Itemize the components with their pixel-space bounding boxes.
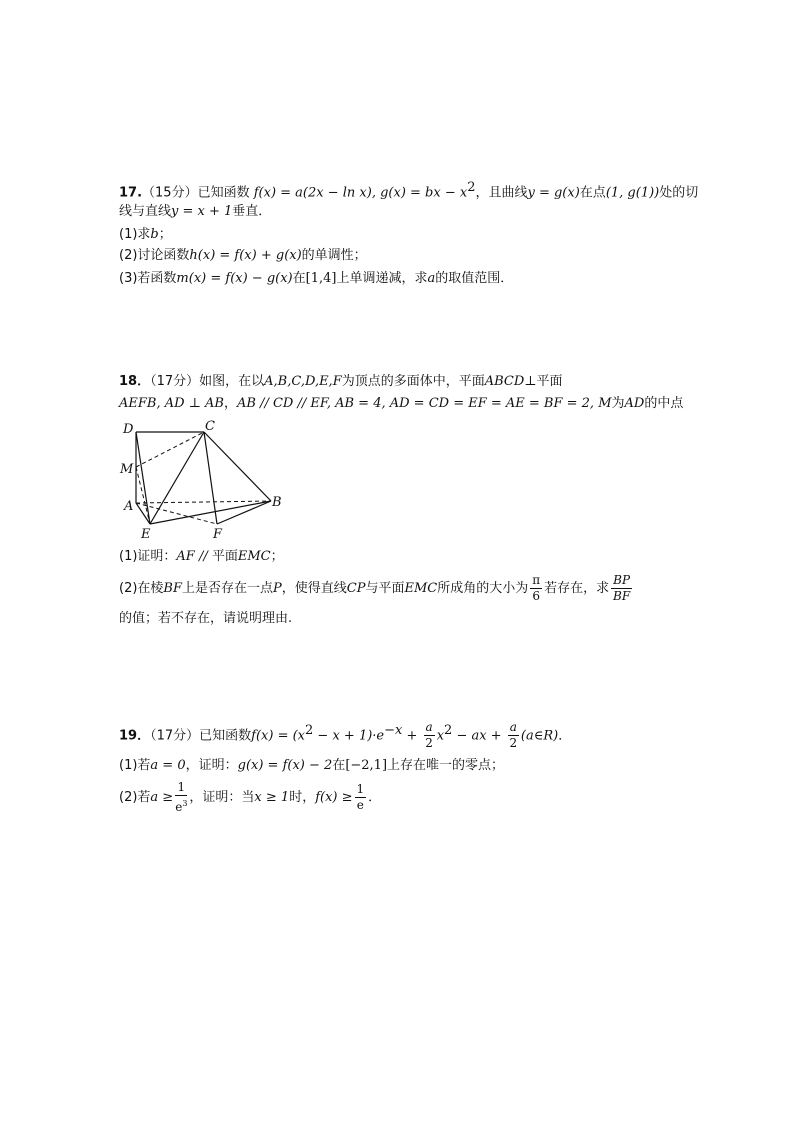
q19-p2-den: e (175, 800, 183, 814)
label-F: F (213, 527, 223, 542)
edge-FB (217, 501, 271, 524)
q19-p2-end: ． (368, 790, 382, 805)
label-A: A (124, 499, 134, 514)
q18-vertices: A,B,C,D,E,F (264, 374, 342, 389)
edge-CE (150, 432, 204, 524)
q19-f-ax: − ax + (452, 728, 506, 744)
q19-inv-e (355, 782, 367, 813)
q19-p1-interval: [−2,1] (345, 758, 388, 773)
q17-p3-var: a (427, 271, 436, 286)
q19-f-exp: −x (384, 723, 403, 738)
edge-AB-dashed (136, 501, 271, 503)
q18-stem-line2 (119, 395, 683, 413)
q17-line2-a: 线与直线 (119, 204, 172, 219)
q19-f-plus: + (402, 728, 422, 744)
q18-p2-b: ，使得直线 (281, 581, 347, 596)
q17-p3-mid2: 上单调递减，求 (336, 271, 428, 286)
q19-f-domain: (a∈R) (520, 728, 559, 744)
q17-p3-end: 的取值范围． (435, 271, 514, 286)
q17-p2-end: 的单调性； (301, 248, 367, 263)
q18-p1-mid: 平面 (211, 549, 238, 564)
q17-number: 17. (119, 185, 143, 201)
ratio-denominator: BF (613, 589, 631, 603)
q19-p2-den-exp: 3 (182, 799, 188, 808)
q17-p3-fn: m(x) = f(x) − g(x) (176, 271, 293, 286)
q19-a-num: a (425, 720, 433, 735)
q18-p2-d: 所成角的大小为 (437, 581, 529, 596)
q18-stem-line1 (119, 373, 563, 391)
label-E: E (141, 527, 151, 542)
q17-stem-tail: 处的切 (659, 185, 699, 201)
q18-stem-b: 为顶点的多面体中，平面 (341, 374, 485, 389)
q19-a-num2: a (509, 720, 517, 735)
edge-EB (150, 501, 271, 524)
q19-part1 (119, 757, 504, 775)
q17-p1-end: ； (158, 227, 172, 242)
edge-DE (136, 432, 150, 524)
q17-p3-interval: [1,4] (305, 271, 337, 286)
label-M: M (120, 462, 134, 477)
q19-stem (119, 713, 571, 754)
q19-inv-e3 (175, 780, 187, 815)
q18-line2-sep: ， (223, 396, 237, 411)
q17-point: (1, g(1)) (605, 185, 660, 201)
q18-plane1: ABCD (484, 374, 525, 389)
q18-p1-plane: EMC (237, 549, 271, 564)
angle-fraction (530, 573, 542, 604)
q19-score: （17分） (150, 728, 200, 744)
q19-p2-mid: ，证明：当 (189, 790, 255, 805)
q18-p1-math: AF // (176, 549, 212, 564)
q18-p2-label: (2)在棱 (119, 581, 164, 596)
q19-p2-label: (2)若 (119, 790, 151, 805)
q17-function-defs: f(x) = a(2x − ln x), g(x) = bx − x (253, 185, 468, 201)
q18-line2-math: AEFB, AD ⊥ AB (119, 396, 224, 411)
q18-p2-a: 上是否存在一点 (182, 581, 274, 596)
q17-line-eq: y = x + 1 (171, 204, 233, 219)
q19-p1-a: ，证明： (185, 758, 238, 773)
q19-p2-cond: x ≥ 1 (254, 790, 290, 805)
q17-stem-mid: ，且曲线 (475, 185, 528, 201)
q18-p2-c: 与平面 (365, 581, 405, 596)
q17-part3 (119, 270, 513, 288)
q17-line2-b: 垂直． (232, 204, 272, 219)
q17-p1-var: b (150, 227, 159, 242)
q17-part2 (119, 247, 367, 265)
edge-CF (204, 432, 217, 524)
q19-f-lhs: f(x) = (x (251, 728, 306, 744)
q19-p2-den2: e (356, 798, 364, 812)
q18-p2-line2: 的值；若不存在，请说明理由. (119, 611, 293, 626)
q18-line2-math2: AB // CD // EF, AB = 4, AD = CD = EF = AE = BF = 2, M (236, 396, 612, 411)
q18-p2-e: 若存在，求 (544, 581, 610, 596)
q19-p1-cond: a = 0 (150, 758, 186, 773)
q19-stem-a: 已知函数 (199, 728, 252, 744)
q18-p2-p: P (273, 581, 282, 596)
q18-line2-ad: AD (624, 396, 645, 411)
q19-part2 (119, 780, 381, 816)
q17-p3-label: (3)若函数 (119, 271, 177, 286)
q18-p1-end: ； (270, 549, 284, 564)
q19-p1-label: (1)若 (119, 758, 151, 773)
q18-line2-mid: 为 (611, 396, 625, 411)
q19-p2-fx: f(x) ≥ (315, 790, 353, 805)
q18-number: 18． (119, 374, 151, 389)
q18-p2-bf: BF (163, 581, 182, 596)
q18-perp: ⊥ (524, 374, 537, 389)
angle-numerator: π (532, 573, 541, 587)
q18-stem-a: 如图，在以 (199, 374, 265, 389)
q17-p3-mid: 在 (292, 271, 306, 286)
q19-a-den: 2 (425, 736, 433, 751)
q17-p1-label: (1)求 (119, 227, 151, 242)
q19-p2-num2: 1 (356, 782, 365, 796)
q18-part2 (119, 571, 634, 607)
q17-stem-prefix: 已知函数 (197, 185, 250, 201)
q19-stem-end: ． (558, 728, 572, 744)
q19-f-sq: 2 (305, 723, 314, 738)
q17-sq: 2 (467, 180, 476, 195)
ratio-numerator: BP (613, 573, 631, 587)
q19-p2-a: a ≥ (150, 790, 174, 805)
q19-p1-g: g(x) = f(x) − 2 (237, 758, 333, 773)
q17-score: （15分） (142, 185, 198, 201)
q19-p1-b: 在 (332, 758, 346, 773)
q18-p2-emc: EMC (404, 581, 438, 596)
q17-stem-line2 (119, 203, 271, 221)
label-C: C (205, 419, 215, 434)
q17-stem-at: 在点 (579, 185, 606, 201)
q17-curve: y = g(x) (527, 185, 580, 201)
q17-p2-fn: h(x) = f(x) + g(x) (189, 248, 302, 263)
q17-part1 (119, 226, 172, 244)
polyhedron-figure (116, 416, 296, 542)
angle-denominator: 6 (532, 589, 541, 603)
q19-f-sq2: 2 (444, 723, 453, 738)
q17-p2-label: (2)讨论函数 (119, 248, 190, 263)
q19-a-half-2 (508, 720, 519, 751)
q18-score: （17分） (150, 374, 200, 389)
q19-p2-when: 时， (289, 790, 316, 805)
q18-p2-cp: CP (346, 581, 366, 596)
q19-number: 19． (119, 728, 151, 744)
q17-stem-line1 (119, 179, 698, 202)
q18-part1 (119, 548, 284, 566)
q19-p2-num: 1 (175, 780, 187, 796)
label-D: D (123, 422, 134, 437)
ratio-fraction (611, 573, 632, 604)
q19-a-half-1 (424, 720, 435, 751)
q19-f-mid: − x + 1)·e (313, 728, 385, 744)
q18-stem-c: 平面 (536, 374, 563, 389)
q18-p1-label: (1)证明： (119, 549, 177, 564)
q18-line2-end: 的中点 (644, 396, 684, 411)
label-B: B (272, 495, 282, 510)
q19-a-den2: 2 (509, 736, 518, 751)
q18-part2-line2 (119, 610, 292, 628)
q19-f-x2: x (436, 728, 445, 744)
q19-p1-end: 上存在唯一的零点； (387, 758, 505, 773)
edge-CB (204, 432, 271, 501)
